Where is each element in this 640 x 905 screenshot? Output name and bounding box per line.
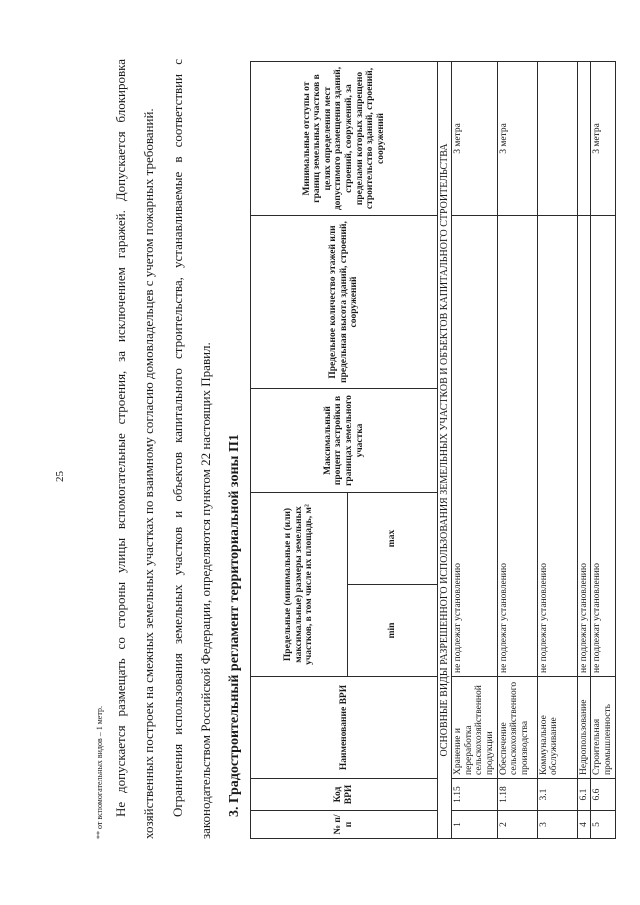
row-number: 4 xyxy=(577,811,591,839)
row-setback xyxy=(577,62,591,216)
paragraph-restrictions: Ограничения использования земельных участков и объектов капитального строительства, устанавливаемые в соответствии с законодательством Российской Федерации, определяются пунктом 22 настоящих Правил. xyxy=(170,59,213,839)
row-code: 3.1 xyxy=(537,779,577,811)
header-min: min xyxy=(348,585,438,677)
header-max: max xyxy=(348,493,438,585)
row-setback: 3 метра xyxy=(452,62,498,216)
row-number: 1 xyxy=(452,811,498,839)
paragraph-garages: Не допускается размещать со стороны улицы вспомогательные строения, за исключением гаражей. Допускается блокировка хозяйственных построек на смежных земельных участках по взаимному согласию домовладельцев с учетом пожарных требований. xyxy=(113,59,156,839)
row-setback xyxy=(537,62,577,216)
row-setback: 3 метра xyxy=(591,62,615,216)
row-value: не подлежат установлению xyxy=(577,216,591,677)
table-row xyxy=(577,62,591,839)
header-name: Наименование ВРИ xyxy=(251,677,438,779)
header-number: № п/п xyxy=(251,811,438,839)
row-code: 1.18 xyxy=(497,779,537,811)
row-code: 6.6 xyxy=(591,779,615,811)
table-row xyxy=(452,62,498,839)
header-setbacks: Минимальные отступы от границ земельных участков в целях определения мест допустимого размещения зданий, строений, сооружений, за пределами которых запрещено строительство зданий, строений, сооружений xyxy=(251,62,438,216)
row-value: не подлежат установлению xyxy=(537,216,577,677)
header-build-percent: Максимальный процент застройки в границах земельного участка xyxy=(251,389,438,493)
header-size-group: Предельные (минимальные и (или) максимальные) размеры земельных участков, в том числе их площадь, м² xyxy=(251,493,348,677)
row-name: Обеспечение сельскохозяйственного производства xyxy=(497,677,537,779)
row-name: Хранение и переработка сельскохозяйственной продукции xyxy=(452,677,498,779)
row-name: Недропользование xyxy=(577,677,591,779)
section-heading: 3. Градостроительный регламент территориальной зоны П1 xyxy=(227,434,242,817)
row-code: 6.1 xyxy=(577,779,591,811)
regulation-table xyxy=(250,61,616,839)
row-code: 1.15 xyxy=(452,779,498,811)
table-row xyxy=(591,62,615,839)
row-number: 2 xyxy=(497,811,537,839)
row-number: 5 xyxy=(591,811,615,839)
page-number: 25 xyxy=(54,471,66,482)
row-setback: 3 метра xyxy=(497,62,537,216)
header-floors: Предельное количество этажей или предельная высота зданий, строений, сооружений xyxy=(251,216,438,389)
row-value: не подлежат установлению xyxy=(497,216,537,677)
table-row xyxy=(497,62,537,839)
header-code: Код ВРИ xyxy=(251,779,438,811)
row-name: Строительная промышленность xyxy=(591,677,615,779)
row-value: не подлежат установлению xyxy=(591,216,615,677)
footnote: ** от вспомогательных видов – 1 метр. xyxy=(95,706,104,839)
row-name: Коммунальное обслуживание xyxy=(537,677,577,779)
table-header-row xyxy=(251,62,348,839)
section-row xyxy=(438,62,452,839)
row-number: 3 xyxy=(537,811,577,839)
section-title: ОСНОВНЫЕ ВИДЫ РАЗРЕШЕННОГО ИСПОЛЬЗОВАНИЯ ЗЕМЕЛЬНЫХ УЧАСТКОВ И ОБЪЕКТОВ КАПИТАЛЬНОГО СТРОИТЕЛЬСТВА xyxy=(438,62,452,839)
row-value: не подлежат установлению xyxy=(452,216,498,677)
table-row xyxy=(537,62,577,839)
